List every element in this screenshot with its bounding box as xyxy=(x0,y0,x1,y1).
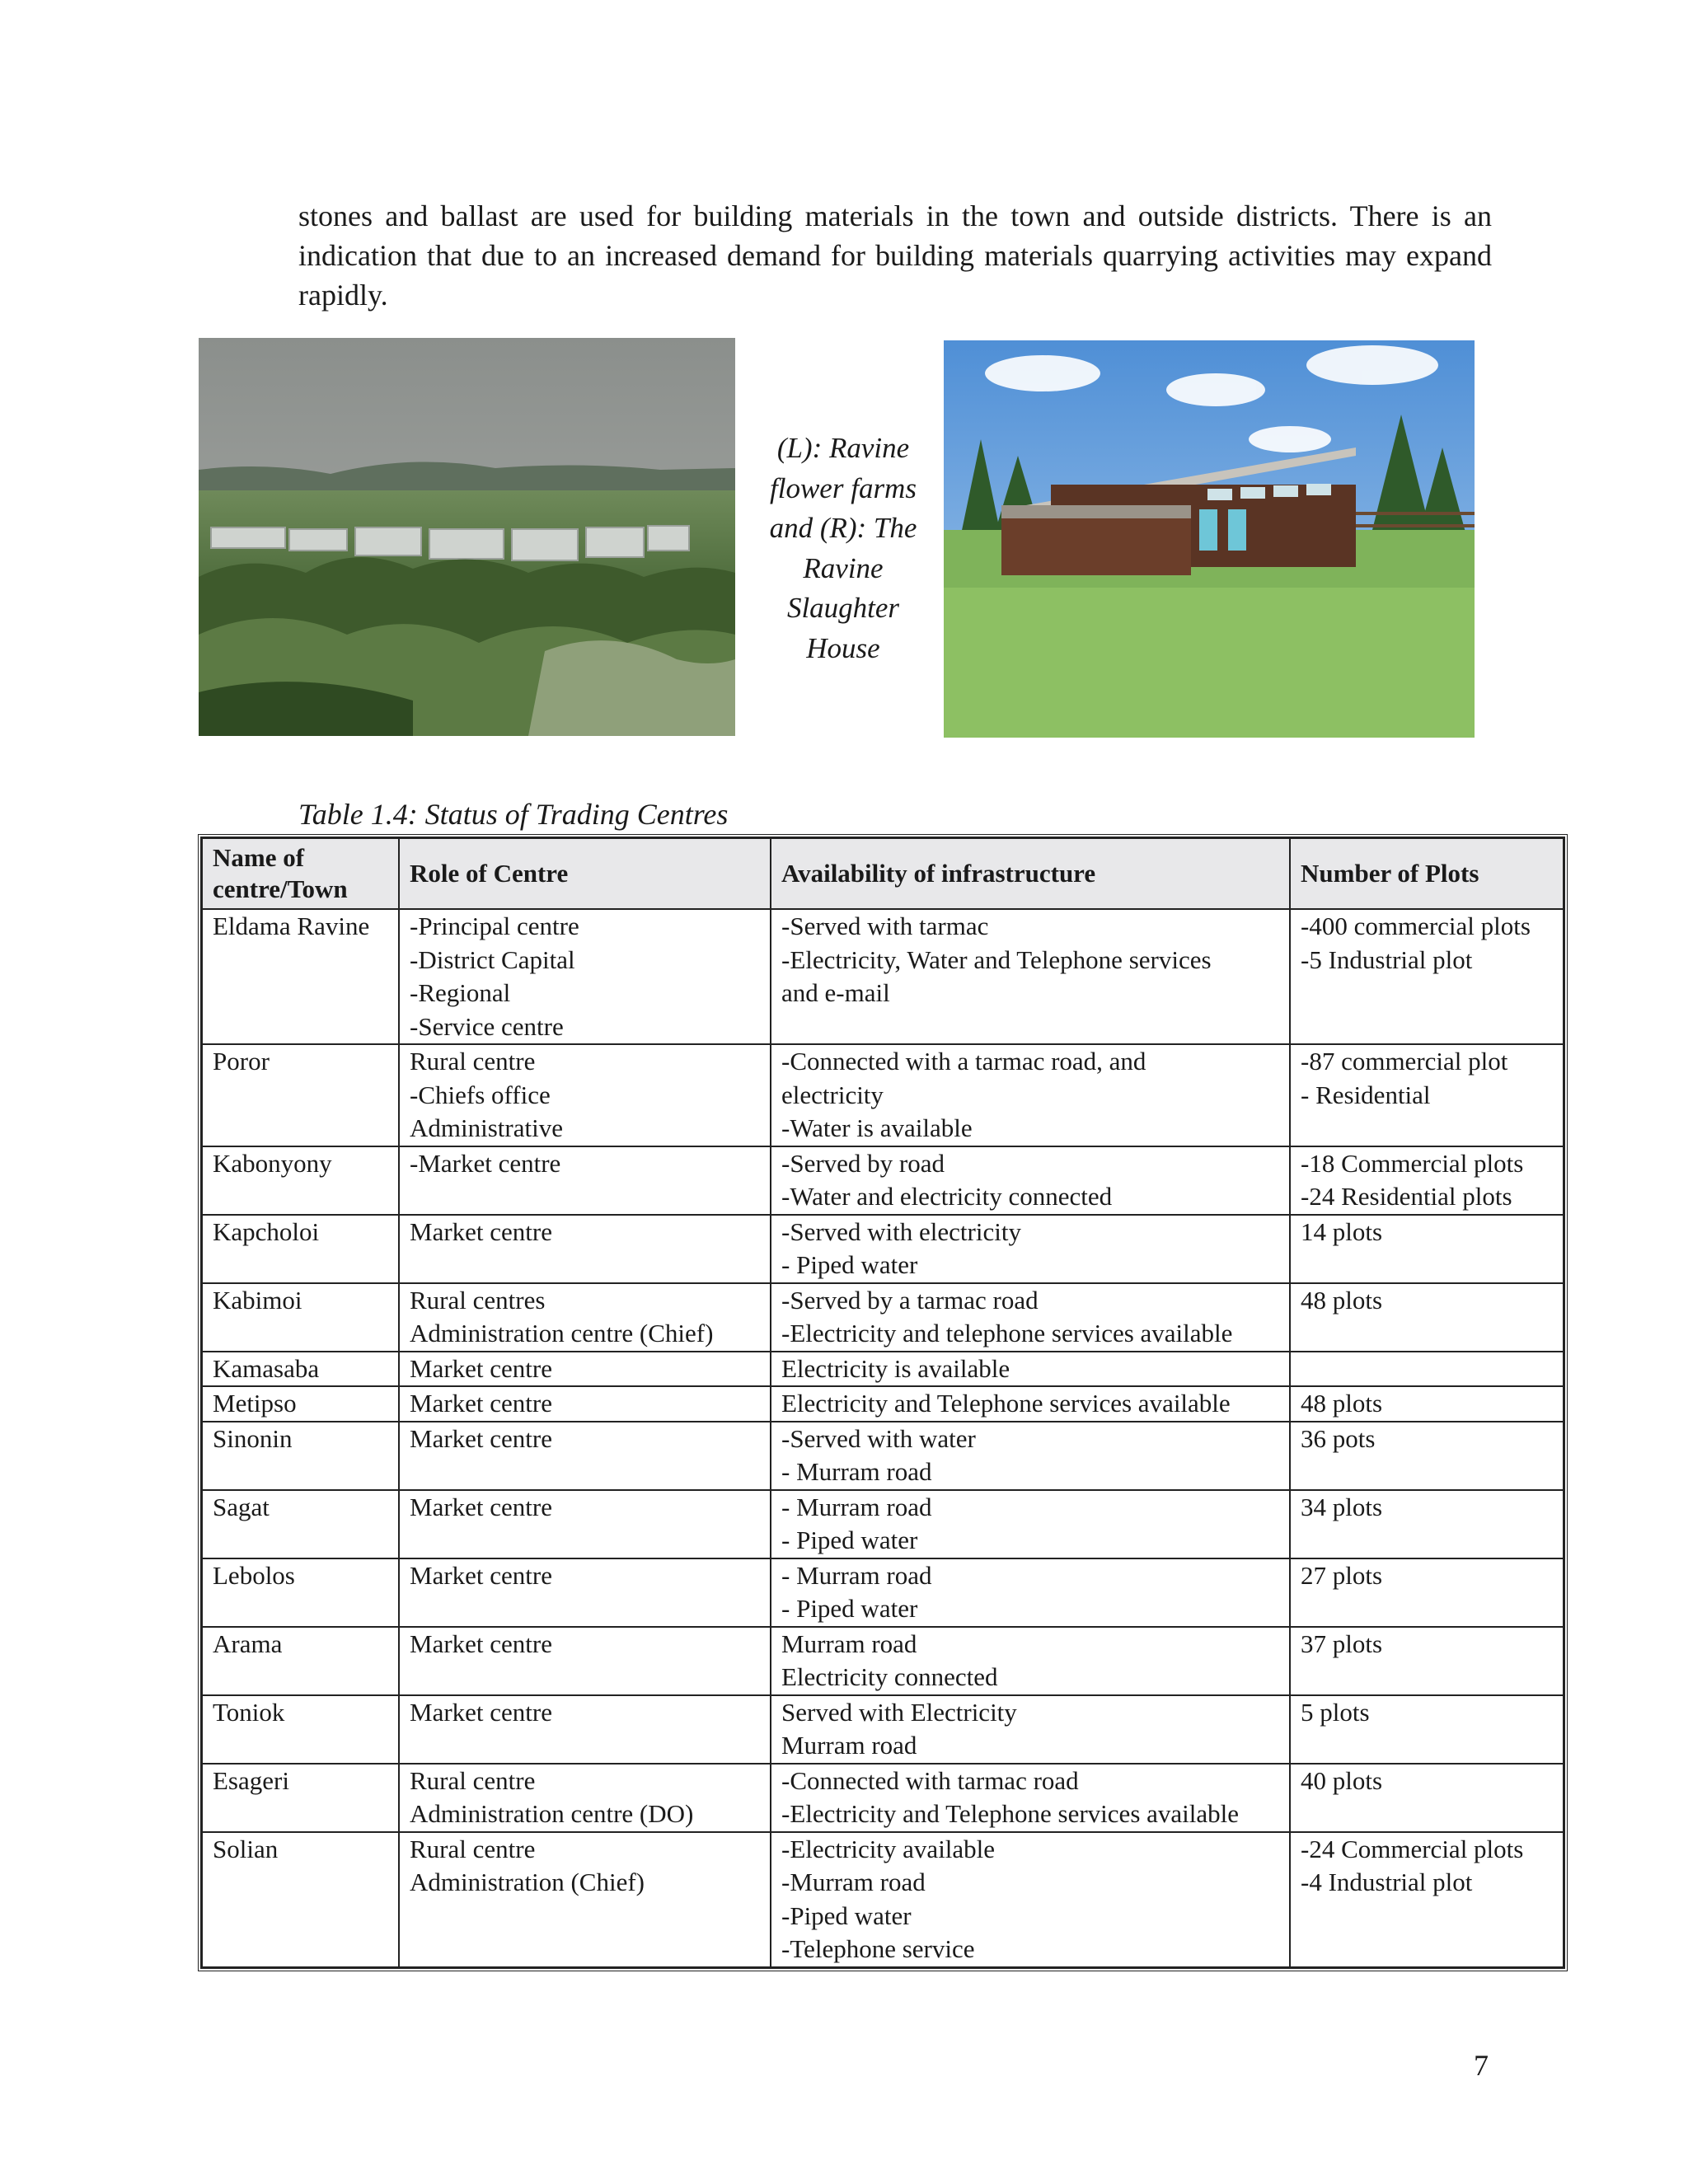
cell-line: Market centre xyxy=(410,1697,552,1727)
header-plots: Number of Plots xyxy=(1290,838,1564,909)
cell-name xyxy=(202,1146,399,1215)
cell-line: -Regional xyxy=(410,978,511,1007)
cell-line: Market centre xyxy=(410,1353,552,1383)
cell-line: Sinonin xyxy=(213,1423,293,1453)
cell-line: -Served with water xyxy=(781,1423,976,1453)
cell-line: Murram road xyxy=(781,1731,917,1760)
cell-role xyxy=(399,1146,771,1215)
cell-infrastructure xyxy=(771,1695,1290,1764)
cell-role xyxy=(399,1422,771,1490)
cell-infrastructure xyxy=(771,1146,1290,1215)
cell-line: -Market centre xyxy=(410,1148,561,1178)
cell-name xyxy=(202,1627,399,1695)
cell-line: -87 commercial plot xyxy=(1301,1047,1508,1076)
cell-line: Arama xyxy=(213,1629,283,1658)
body-paragraph: stones and ballast are used for building materials in the town and outside districts. There is an indication that due to an increased demand for building materials quarrying activities may expand rapidly. xyxy=(298,199,1492,312)
trading-centres-table xyxy=(198,834,1568,1971)
cell-line: -Water and electricity connected xyxy=(781,1182,1113,1211)
cell-name xyxy=(202,1695,399,1764)
table-row xyxy=(202,1044,1564,1146)
cell-name xyxy=(202,1352,399,1387)
cell-line: -Piped water xyxy=(781,1900,912,1930)
cell-line: 14 plots xyxy=(1301,1216,1383,1246)
cell-line: -5 Industrial plot xyxy=(1301,944,1473,974)
cell-line: Administration centre (DO) xyxy=(410,1799,694,1828)
table-row xyxy=(202,909,1564,1044)
cell-line: 48 plots xyxy=(1301,1285,1383,1315)
cell-line: Lebolos xyxy=(213,1560,295,1590)
cell-line: Market centre xyxy=(410,1389,552,1418)
caption-line: Slaughter xyxy=(786,592,900,624)
cell-line: Toniok xyxy=(213,1697,285,1727)
cell-name xyxy=(202,909,399,1044)
cell-infrastructure xyxy=(771,1832,1290,1967)
cell-plots xyxy=(1290,1422,1564,1490)
cell-line: electricity xyxy=(781,1080,884,1109)
cell-infrastructure xyxy=(771,1215,1290,1283)
cell-name xyxy=(202,1832,399,1967)
cell-line: Poror xyxy=(213,1047,270,1076)
cell-infrastructure xyxy=(771,1386,1290,1422)
cell-line: -Connected with tarmac road xyxy=(781,1765,1079,1795)
cell-plots xyxy=(1290,1627,1564,1695)
cell-role xyxy=(399,1490,771,1558)
cell-line: -Connected with a tarmac road, and xyxy=(781,1047,1146,1076)
cell-line: - Piped water xyxy=(781,1594,918,1623)
cell-line: -Served by road xyxy=(781,1148,945,1178)
cell-line: and e-mail xyxy=(781,978,890,1007)
cell-plots xyxy=(1290,1558,1564,1627)
cell-plots xyxy=(1290,1146,1564,1215)
table-row xyxy=(202,1422,1564,1490)
cell-role xyxy=(399,1558,771,1627)
cell-line: Rural centres xyxy=(410,1285,546,1315)
cell-line: -Chiefs office xyxy=(410,1080,551,1109)
cell-name xyxy=(202,1490,399,1558)
cell-line: -District Capital xyxy=(410,944,575,974)
table-row xyxy=(202,1558,1564,1627)
cell-name xyxy=(202,1386,399,1422)
cell-line: Esageri xyxy=(213,1765,289,1795)
cell-role xyxy=(399,909,771,1044)
cell-line: - Murram road xyxy=(781,1560,932,1590)
cell-line: Electricity connected xyxy=(781,1662,998,1691)
cell-infrastructure xyxy=(771,1283,1290,1352)
cell-infrastructure xyxy=(771,1558,1290,1627)
cell-line: Rural centre xyxy=(410,1834,536,1863)
cell-line: 36 pots xyxy=(1301,1423,1376,1453)
caption-line: flower farms xyxy=(770,471,917,504)
table-body xyxy=(202,909,1564,1967)
cell-infrastructure xyxy=(771,1422,1290,1490)
photo-caption xyxy=(752,429,935,668)
cell-name xyxy=(202,1283,399,1352)
table-header-row xyxy=(202,838,1564,909)
cell-line: -4 Industrial plot xyxy=(1301,1868,1473,1896)
cell-line: Market centre xyxy=(410,1629,552,1658)
cell-infrastructure xyxy=(771,1764,1290,1832)
table-row xyxy=(202,1146,1564,1215)
table-row xyxy=(202,1352,1564,1387)
table-row xyxy=(202,1627,1564,1695)
table-row xyxy=(202,1695,1564,1764)
cell-line: Sagat xyxy=(213,1492,270,1521)
cell-line: - Piped water xyxy=(781,1250,918,1279)
cell-line: Administrative xyxy=(410,1113,563,1142)
cell-line: -Service centre xyxy=(410,1011,564,1041)
table-row xyxy=(202,1386,1564,1422)
cell-role xyxy=(399,1352,771,1387)
cell-plots xyxy=(1290,1386,1564,1422)
cell-line: -400 commercial plots xyxy=(1301,912,1531,940)
cell-role xyxy=(399,1283,771,1352)
cell-line: -Telephone service xyxy=(781,1934,975,1963)
table-row xyxy=(202,1283,1564,1352)
caption-line: and (R): The xyxy=(769,512,917,544)
cell-plots xyxy=(1290,1215,1564,1283)
page-number: 7 xyxy=(1474,2049,1489,2082)
table-caption: Table 1.4: Status of Trading Centres xyxy=(298,798,729,831)
cell-line: Solian xyxy=(213,1834,279,1863)
cell-line: Rural centre xyxy=(410,1047,536,1076)
cell-role xyxy=(399,1764,771,1832)
cell-line: -Served by a tarmac road xyxy=(781,1285,1039,1315)
cell-line: Market centre xyxy=(410,1492,552,1521)
cell-line: - Residential xyxy=(1301,1080,1431,1109)
cell-role xyxy=(399,1215,771,1283)
cell-line: Kamasaba xyxy=(213,1353,320,1383)
cell-infrastructure xyxy=(771,909,1290,1044)
flower-farms-photo xyxy=(199,338,735,736)
header-name: Name of centre/Town xyxy=(202,838,399,909)
cell-plots xyxy=(1290,909,1564,1044)
cell-role xyxy=(399,1695,771,1764)
cell-line: - Piped water xyxy=(781,1526,918,1554)
cell-infrastructure xyxy=(771,1490,1290,1558)
cell-line: Murram road xyxy=(781,1629,917,1658)
cell-infrastructure xyxy=(771,1044,1290,1146)
cell-plots xyxy=(1290,1352,1564,1387)
cell-line: 5 plots xyxy=(1301,1697,1370,1727)
table-row xyxy=(202,1215,1564,1283)
cell-line: Metipso xyxy=(213,1389,297,1418)
cell-line: - Murram road xyxy=(781,1492,932,1521)
cell-name xyxy=(202,1044,399,1146)
cell-line: -Electricity and telephone services available xyxy=(781,1319,1233,1347)
cell-line: Eldama Ravine xyxy=(213,912,370,940)
cell-name xyxy=(202,1215,399,1283)
cell-role xyxy=(399,1386,771,1422)
cell-line: Rural centre xyxy=(410,1765,536,1795)
cell-infrastructure xyxy=(771,1352,1290,1387)
cell-line: - Murram road xyxy=(781,1457,932,1486)
cell-line: -Served with tarmac xyxy=(781,912,989,940)
cell-line: Market centre xyxy=(410,1560,552,1590)
cell-line: -Water is available xyxy=(781,1113,973,1142)
cell-line: -Principal centre xyxy=(410,912,579,940)
cell-plots xyxy=(1290,1764,1564,1832)
cell-line: -Murram road xyxy=(781,1868,926,1896)
cell-line: Administration centre (Chief) xyxy=(410,1319,714,1347)
cell-line: Kabimoi xyxy=(213,1285,302,1315)
cell-line: 48 plots xyxy=(1301,1389,1383,1418)
cell-name xyxy=(202,1422,399,1490)
cell-line: -Electricity available xyxy=(781,1834,996,1863)
cell-plots xyxy=(1290,1044,1564,1146)
table-row xyxy=(202,1764,1564,1832)
cell-role xyxy=(399,1832,771,1967)
cell-name xyxy=(202,1558,399,1627)
cell-line: 27 plots xyxy=(1301,1560,1383,1590)
cell-plots xyxy=(1290,1283,1564,1352)
cell-plots xyxy=(1290,1695,1564,1764)
cell-line: Market centre xyxy=(410,1216,552,1246)
cell-line: 37 plots xyxy=(1301,1629,1383,1658)
cell-infrastructure xyxy=(771,1627,1290,1695)
header-infrastructure: Availability of infrastructure xyxy=(771,838,1290,909)
caption-line: Ravine xyxy=(803,551,884,584)
cell-line: -Electricity and Telephone services available xyxy=(781,1799,1240,1828)
header-role: Role of Centre xyxy=(399,838,771,909)
cell-plots xyxy=(1290,1832,1564,1967)
cell-line: -Served with electricity xyxy=(781,1216,1021,1246)
table-row xyxy=(202,1832,1564,1967)
cell-role xyxy=(399,1044,771,1146)
cell-line: 40 plots xyxy=(1301,1765,1383,1795)
caption-line: House xyxy=(806,631,880,664)
table-row xyxy=(202,1490,1564,1558)
cell-line: -18 Commercial plots xyxy=(1301,1148,1524,1178)
slaughter-house-photo xyxy=(944,340,1475,738)
cell-line: Served with Electricity xyxy=(781,1697,1017,1727)
cell-line: Market centre xyxy=(410,1423,552,1453)
cell-line: Kabonyony xyxy=(213,1148,332,1178)
cell-line: -24 Residential plots xyxy=(1301,1182,1512,1211)
cell-line: Kapcholoi xyxy=(213,1216,320,1246)
cell-line: Electricity is available xyxy=(781,1353,1010,1383)
cell-line: Administration (Chief) xyxy=(410,1868,645,1896)
cell-role xyxy=(399,1627,771,1695)
cell-line: 34 plots xyxy=(1301,1492,1383,1521)
cell-name xyxy=(202,1764,399,1832)
cell-plots xyxy=(1290,1490,1564,1558)
caption-line: (L): Ravine xyxy=(776,432,910,464)
cell-line: -Electricity, Water and Telephone services xyxy=(781,944,1212,974)
cell-line: Electricity and Telephone services available xyxy=(781,1389,1231,1418)
cell-line: -24 Commercial plots xyxy=(1301,1834,1524,1863)
